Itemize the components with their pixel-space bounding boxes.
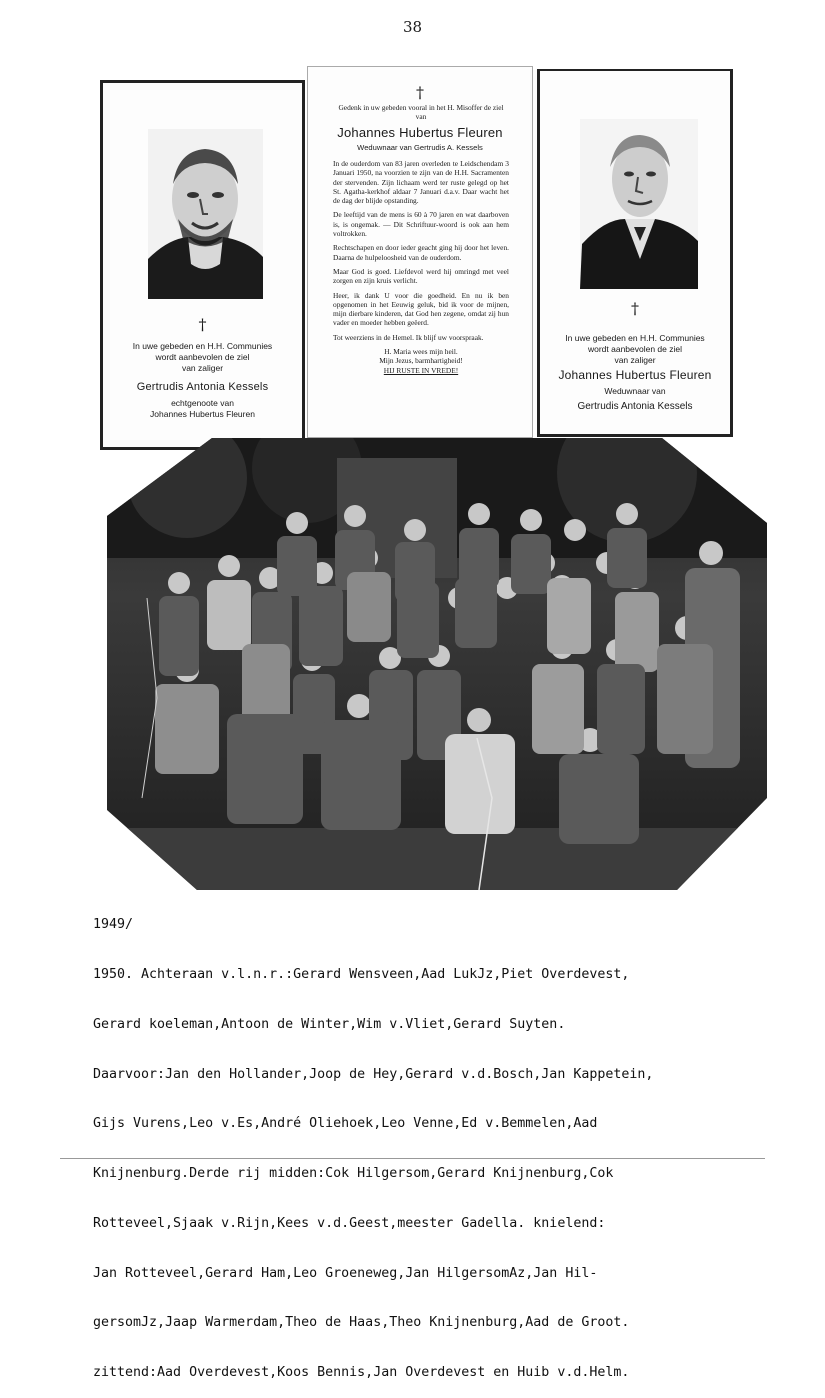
caption-line: Gerard koeleman,Antoon de Winter,Wim v.Vliet,Gerard Suyten.: [93, 1016, 566, 1032]
card-mid-para5: Heer, ik dank U voor die goedheid. En nu ik ben opgenomen in het Eeuwig geluk, bid ik voor de mijnen, mijn dierbare kinderen, dat God hen zegene, omdat zij hun vader en moeder hebben geëerd.: [333, 290, 509, 328]
caption-line: gersomJz,Jaap Warmerdam,Theo de Haas,Theo Knijnenburg,Aad de Groot.: [93, 1315, 630, 1331]
cross-icon: †: [631, 299, 639, 318]
portrait-man: [580, 119, 698, 289]
photo-caption: [93, 884, 793, 1398]
card-mid-para4: Maar God is goed. Liefdevol werd hij omringd met veel zorgen en zijn kruis verlicht.: [333, 266, 509, 286]
card-mid-para1: In de ouderdom van 83 jaren overleden te Leidschendam 3 Januari 1950, na voorzien te zijn van de H.H. Sacramenten der stervenden. Zijn lichaam werd ter ruste gelegd op het St. Agatha-kerkhof aldaar 7 Januari d.a.v. Daar wacht het de dag der blijde opstanding.: [333, 159, 509, 206]
memorial-card-left: [100, 80, 305, 450]
caption-line: Daarvoor:Jan den Hollander,Joop de Hey,Gerard v.d.Bosch,Jan Kappetein,: [93, 1066, 654, 1082]
card-mid-para2: De leeftijd van de mens is 60 à 70 jaren en wat daarboven is, is ongemak. — Dit Schriftuur-woord is ook aan hem voltrokken.: [333, 210, 509, 239]
card-mid-name: Johannes Hubertus Fleuren: [337, 125, 503, 140]
caption-line: Rotteveel,Sjaak v.Rijn,Kees v.d.Geest,meester Gadella. knielend:: [93, 1215, 606, 1231]
card-mid-intro: Gedenk in uw gebeden vooral in het H. Misoffer de ziel van: [338, 103, 504, 122]
portrait-woman: [148, 129, 263, 299]
cross-icon: †: [416, 83, 424, 102]
card-left-line4: echtgenoote van: [171, 398, 234, 408]
card-right-line4: Weduwnaar van: [604, 386, 666, 396]
class-photo: [107, 438, 767, 890]
card-mid-body: [333, 159, 509, 375]
caption-line: Jan Rotteveel,Gerard Ham,Leo Groeneweg,Jan HilgersomAz,Jan Hil-: [93, 1265, 598, 1281]
card-mid-para6: Tot weerziens in de Hemel. Ik blijf uw voorspraak.: [333, 332, 484, 342]
caption-line: Knijnenburg.Derde rij midden:Cok Hilgersom,Gerard Knijnenburg,Cok: [93, 1166, 614, 1182]
caption-line: Gijs Vurens,Leo v.Es,André Oliehoek,Leo Venne,Ed v.Bemmelen,Aad: [93, 1116, 598, 1132]
card-left-line5: Johannes Hubertus Fleuren: [150, 409, 255, 419]
page-number: 38: [402, 18, 423, 36]
card-mid-prayer1: H. Maria wees mijn heil.: [384, 347, 458, 357]
card-right-line3: van zaliger: [614, 355, 656, 365]
card-left-line2: wordt aanbevolen de ziel: [155, 352, 250, 362]
caption-line: zittend:Aad Overdevest,Koos Bennis,Jan Overdevest en Huib v.d.Helm.: [93, 1365, 630, 1381]
memorial-card-right: [537, 69, 733, 437]
card-right-name2: Gertrudis Antonia Kessels: [577, 401, 693, 412]
card-mid-para3: Rechtschapen en door ieder geacht ging hij door het leven. Daarna de hulpeloosheid van de ouderdom.: [333, 243, 509, 262]
card-right-line1: In uwe gebeden en H.H. Communies: [565, 333, 705, 343]
card-right-name: Johannes Hubertus Fleuren: [558, 368, 712, 382]
footer-divider: [60, 1158, 765, 1159]
cross-icon: †: [198, 315, 207, 334]
card-left-line1: In uwe gebeden en H.H. Communies: [132, 341, 273, 351]
caption-line: 1950. Achteraan v.l.n.r.:Gerard Wensveen,Aad LukJz,Piet Overdevest,: [93, 966, 630, 982]
memorial-card-text: [307, 66, 533, 438]
card-mid-subtitle: Weduwnaar van Gertrudis A. Kessels: [357, 143, 483, 152]
card-right-line2: wordt aanbevolen de ziel: [587, 344, 683, 354]
card-mid-prayer2: Mijn Jezus, barmhartigheid!: [379, 356, 463, 366]
caption-line: 1949/: [93, 917, 134, 933]
card-left-line3: van zaliger: [181, 363, 224, 373]
card-left-name: Gertrudis Antonia Kessels: [136, 381, 269, 393]
card-mid-prayer3: HIJ RUSTE IN VREDE!: [383, 365, 459, 375]
